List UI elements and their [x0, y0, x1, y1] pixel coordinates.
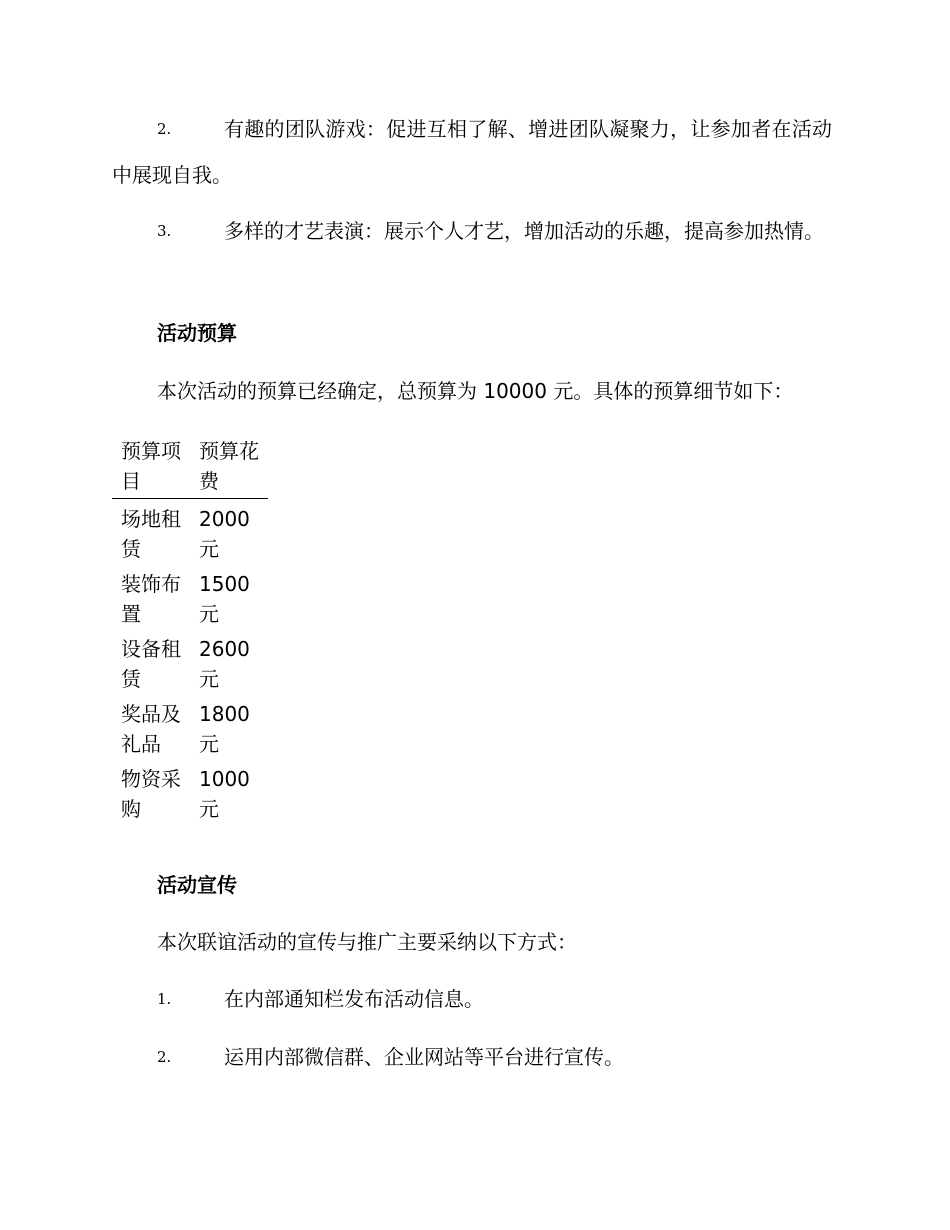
- table-cell-item: 场地租赁: [121, 507, 181, 561]
- list-number: 2.: [157, 1048, 172, 1066]
- table-cell-item: 装饰布置: [121, 572, 181, 626]
- table-row: [112, 696, 268, 761]
- table-cell-cost: 1000元: [199, 767, 250, 821]
- list-text: 运用内部微信群、企业网站等平台进行宣传。: [224, 1045, 624, 1069]
- section-heading-promotion: 活动宣传: [157, 873, 237, 897]
- table-row: [112, 499, 268, 567]
- table-cell-cost: 2600元: [199, 637, 250, 691]
- section-heading-budget: 活动预算: [157, 321, 237, 345]
- budget-intro: 本次活动的预算已经确定，总预算为 10000 元。具体的预算细节如下：: [157, 379, 794, 403]
- list-number: 1.: [157, 990, 172, 1008]
- list-item: [112, 208, 832, 254]
- table-row: [112, 566, 268, 631]
- list-text: 在内部通知栏发布活动信息。: [224, 987, 484, 1011]
- table-row: [112, 631, 268, 696]
- table-row: [112, 761, 268, 826]
- list-number: 3.: [157, 222, 172, 240]
- list-text: 多样的才艺表演：展示个人才艺，增加活动的乐趣，提高参加热情。: [224, 219, 824, 243]
- column-header-item: 预算项目: [112, 436, 190, 499]
- list-item: [112, 976, 832, 1022]
- list-text: 有趣的团队游戏：促进互相了解、增进团队凝聚力，让参加者在活动中展现自我。: [112, 117, 832, 187]
- table-cell-item: 设备租赁: [121, 637, 181, 691]
- list-item: [112, 1034, 832, 1080]
- table-header-row: [112, 436, 268, 499]
- table-cell-cost: 1500元: [199, 572, 250, 626]
- column-header-cost: 预算花费: [190, 436, 268, 499]
- table-cell-cost: 2000元: [199, 507, 250, 561]
- table-cell-cost: 1800元: [199, 702, 250, 756]
- table-cell-item: 物资采购: [121, 767, 181, 821]
- budget-table: [112, 436, 268, 826]
- list-number: 2.: [157, 120, 172, 138]
- promotion-intro: 本次联谊活动的宣传与推广主要采纳以下方式：: [157, 930, 577, 954]
- table-cell-item: 奖品及礼品: [121, 702, 181, 756]
- list-item: [112, 106, 832, 198]
